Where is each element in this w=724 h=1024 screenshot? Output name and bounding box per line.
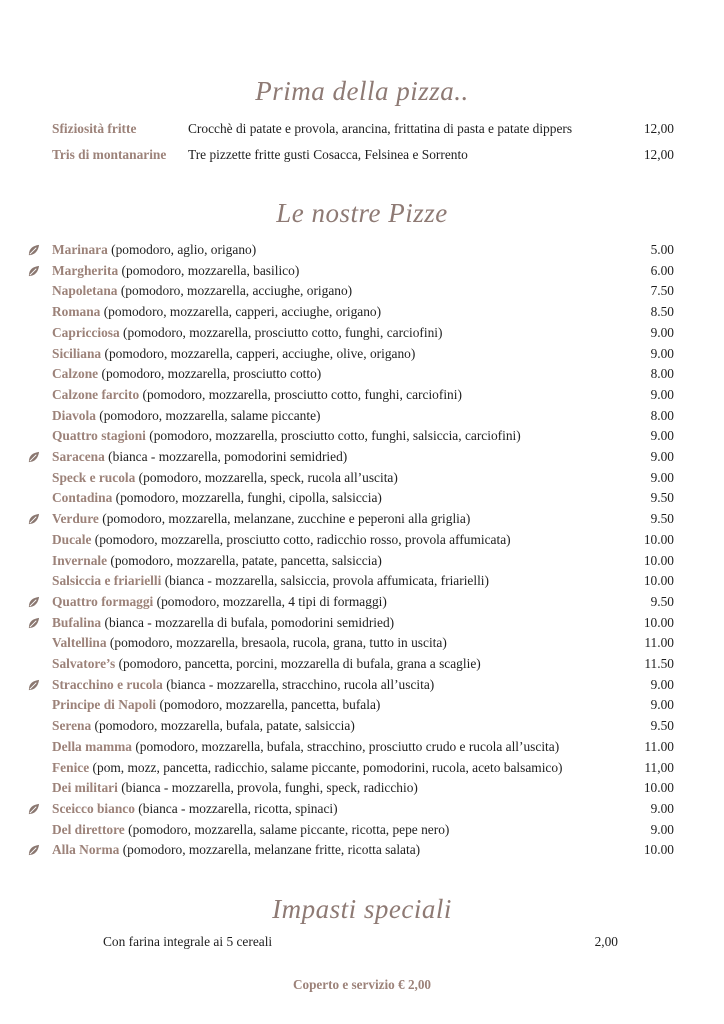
pizza-item [52,385,462,405]
pizza-name: Bufalina [52,615,102,630]
pizza-ingredients: (pom, mozz, pancetta, radicchio, salame piccante, pomodorini, rucola, aceto balsamico) [92,760,563,775]
pizza-item [52,261,299,281]
pizza-ingredients: (pomodoro, mozzarella, capperi, acciughe, origano) [103,304,382,319]
pizza-price: 11.50 [644,656,674,671]
pizza-name: Della mamma [52,739,132,754]
pizza-item [52,364,321,384]
antipasto-name: Tris di montanarine [52,147,167,162]
leaf-icon [27,244,40,257]
pizza-item [52,758,563,778]
pizza-name: Romana [52,304,101,319]
antipasto-price: 12,00 [643,121,674,136]
pizza-price: 7.50 [650,283,674,298]
pizza-item [52,592,387,612]
pizza-price: 8.00 [650,408,674,423]
leaf-icon [27,844,40,857]
pizza-item [52,695,380,715]
section-title-pizze: Le nostre Pizze [276,198,448,228]
pizza-name: Alla Norma [52,842,120,857]
pizza-item [52,820,449,840]
impasti-desc: Con farina integrale ai 5 cereali [103,934,273,949]
pizza-price: 10.00 [643,615,674,630]
pizza-price: 9.50 [650,511,674,526]
pizza-ingredients: (pomodoro, mozzarella, prosciutto cotto, funghi, carciofini) [123,325,443,340]
pizza-ingredients: (bianca - mozzarella di bufala, pomodorini semidried) [104,615,395,630]
section-title-impasti: Impasti speciali [272,894,452,924]
pizza-name: Siciliana [52,346,102,361]
pizza-ingredients: (pomodoro, mozzarella, acciughe, origano) [120,283,353,298]
pizza-ingredients: (pomodoro, mozzarella, basilico) [121,263,300,278]
pizza-ingredients: (pomodoro, mozzarella, bufala, stracchino, prosciutto crudo e rucola all’uscita) [135,739,560,754]
section-title-antipasti: Prima della pizza.. [255,76,469,106]
pizza-price: 11,00 [644,760,674,775]
pizza-price: 10.00 [643,573,674,588]
pizza-name: Capricciosa [52,325,120,340]
pizza-item [52,344,415,364]
pizza-price: 11.00 [644,635,674,650]
pizza-item [52,551,382,571]
pizza-name: Ducale [52,532,92,547]
pizza-item [52,509,470,529]
pizza-name: Verdure [52,511,99,526]
impasti-item [103,932,272,952]
pizza-ingredients: (pomodoro, mozzarella, prosciutto cotto, funghi, salsiccia, carciofini) [149,428,521,443]
pizza-ingredients: (pomodoro, mozzarella, prosciutto cotto, radicchio rosso, provola affumicata) [94,532,511,547]
pizza-ingredients: (pomodoro, mozzarella, salame piccante, ricotta, pepe nero) [128,822,450,837]
pizza-name: Principe di Napoli [52,697,157,712]
pizza-name: Sceicco bianco [52,801,135,816]
pizza-ingredients: (pomodoro, mozzarella, speck, rucola all’uscita) [138,470,398,485]
pizza-ingredients: (pomodoro, mozzarella, melanzane fritte, ricotta salata) [122,842,421,857]
pizza-ingredients: (pomodoro, mozzarella, funghi, cipolla, salsiccia) [115,490,382,505]
antipasto-desc: Tre pizzette fritte gusti Cosacca, Felsinea e Sorrento [188,147,468,162]
pizza-item [52,406,320,426]
leaf-icon [27,803,40,816]
pizza-price: 11.00 [644,739,674,754]
pizza-price: 9.00 [650,387,674,402]
pizza-name: Valtellina [52,635,107,650]
pizza-ingredients: (pomodoro, pancetta, porcini, mozzarella di bufala, grana a scaglie) [118,656,481,671]
pizza-ingredients: (bianca - mozzarella, salsiccia, provola affumicata, friarielli) [164,573,489,588]
pizza-ingredients: (pomodoro, mozzarella, melanzane, zucchine e peperoni alla griglia) [102,511,471,526]
pizza-price: 8.00 [650,366,674,381]
pizza-ingredients: (bianca - mozzarella, ricotta, spinaci) [138,801,338,816]
pizza-ingredients: (pomodoro, mozzarella, prosciutto cotto, funghi, carciofini) [142,387,462,402]
pizza-name: Speck e rucola [52,470,136,485]
leaf-icon [27,596,40,609]
pizza-price: 9.00 [650,449,674,464]
pizza-item [52,633,447,653]
pizza-name: Saracena [52,449,105,464]
pizza-item [52,240,256,260]
pizza-item [52,716,355,736]
pizza-ingredients: (pomodoro, mozzarella, salame piccante) [99,408,321,423]
pizza-name: Stracchino e rucola [52,677,163,692]
pizza-item [52,488,382,508]
pizza-item [52,778,418,798]
pizza-item [52,571,489,591]
pizza-price: 10.00 [643,780,674,795]
pizza-item [52,281,352,301]
pizza-price: 10.00 [643,532,674,547]
pizza-name: Serena [52,718,92,733]
pizza-item [52,468,398,488]
pizza-ingredients: (pomodoro, mozzarella, 4 tipi di formaggi) [156,594,387,609]
pizza-price: 9.00 [650,801,674,816]
pizza-ingredients: (pomodoro, mozzarella, bresaola, rucola, grana, tutto in uscita) [109,635,447,650]
pizza-name: Marinara [52,242,108,257]
pizza-price: 9.00 [650,677,674,692]
pizza-price: 9.00 [650,346,674,361]
pizza-item [52,799,338,819]
pizza-name: Del direttore [52,822,125,837]
pizza-name: Napoletana [52,283,118,298]
pizza-ingredients: (bianca - mozzarella, provola, funghi, speck, radicchio) [121,780,418,795]
pizza-ingredients: (pomodoro, mozzarella, pancetta, bufala) [159,697,381,712]
pizza-ingredients: (pomodoro, aglio, origano) [111,242,257,257]
pizza-price: 9.50 [650,594,674,609]
leaf-icon [27,679,40,692]
pizza-ingredients: (pomodoro, mozzarella, patate, pancetta, salsiccia) [110,553,382,568]
pizza-item [52,840,420,860]
pizza-item [52,447,347,467]
pizza-name: Contadina [52,490,113,505]
pizza-item [52,302,381,322]
coperto-note: Coperto e servizio € 2,00 [292,977,432,992]
pizza-name: Dei militari [52,780,118,795]
pizza-item [52,426,521,446]
leaf-icon [27,513,40,526]
pizza-item [52,613,394,633]
pizza-name: Quattro formaggi [52,594,154,609]
pizza-name: Salvatore’s [52,656,116,671]
pizza-price: 9.00 [650,822,674,837]
pizza-ingredients: (pomodoro, mozzarella, prosciutto cotto) [101,366,322,381]
antipasto-name: Sfiziosità fritte [52,121,137,136]
impasti-price: 2,00 [594,934,618,949]
pizza-price: 9.50 [650,490,674,505]
pizza-item [52,654,481,674]
pizza-name: Calzone farcito [52,387,140,402]
pizza-price: 6.00 [650,263,674,278]
pizza-item [52,530,511,550]
pizza-ingredients: (pomodoro, mozzarella, bufala, patate, salsiccia) [94,718,355,733]
antipasto-price: 12,00 [643,147,674,162]
antipasto-desc: Crocchè di patate e provola, arancina, frittatina di pasta e patate dippers [188,121,573,136]
leaf-icon [27,451,40,464]
pizza-name: Margherita [52,263,119,278]
pizza-price: 8.50 [650,304,674,319]
leaf-icon [27,617,40,630]
leaf-icon [27,265,40,278]
pizza-price: 10.00 [643,553,674,568]
pizza-ingredients: (pomodoro, mozzarella, capperi, acciughe, olive, origano) [104,346,416,361]
pizza-price: 10.00 [643,842,674,857]
pizza-item [52,323,442,343]
pizza-price: 9.50 [650,718,674,733]
pizza-name: Fenice [52,760,90,775]
pizza-price: 9.00 [650,428,674,443]
pizza-ingredients: (bianca - mozzarella, stracchino, rucola all’uscita) [166,677,435,692]
pizza-name: Invernale [52,553,108,568]
pizza-name: Quattro stagioni [52,428,146,443]
pizza-ingredients: (bianca - mozzarella, pomodorini semidried) [108,449,348,464]
pizza-price: 5.00 [650,242,674,257]
pizza-name: Salsiccia e friarielli [52,573,162,588]
pizza-item [52,675,434,695]
pizza-item [52,737,559,757]
pizza-name: Calzone [52,366,99,381]
pizza-price: 9.00 [650,470,674,485]
pizza-price: 9.00 [650,697,674,712]
pizza-name: Diavola [52,408,96,423]
pizza-price: 9.00 [650,325,674,340]
